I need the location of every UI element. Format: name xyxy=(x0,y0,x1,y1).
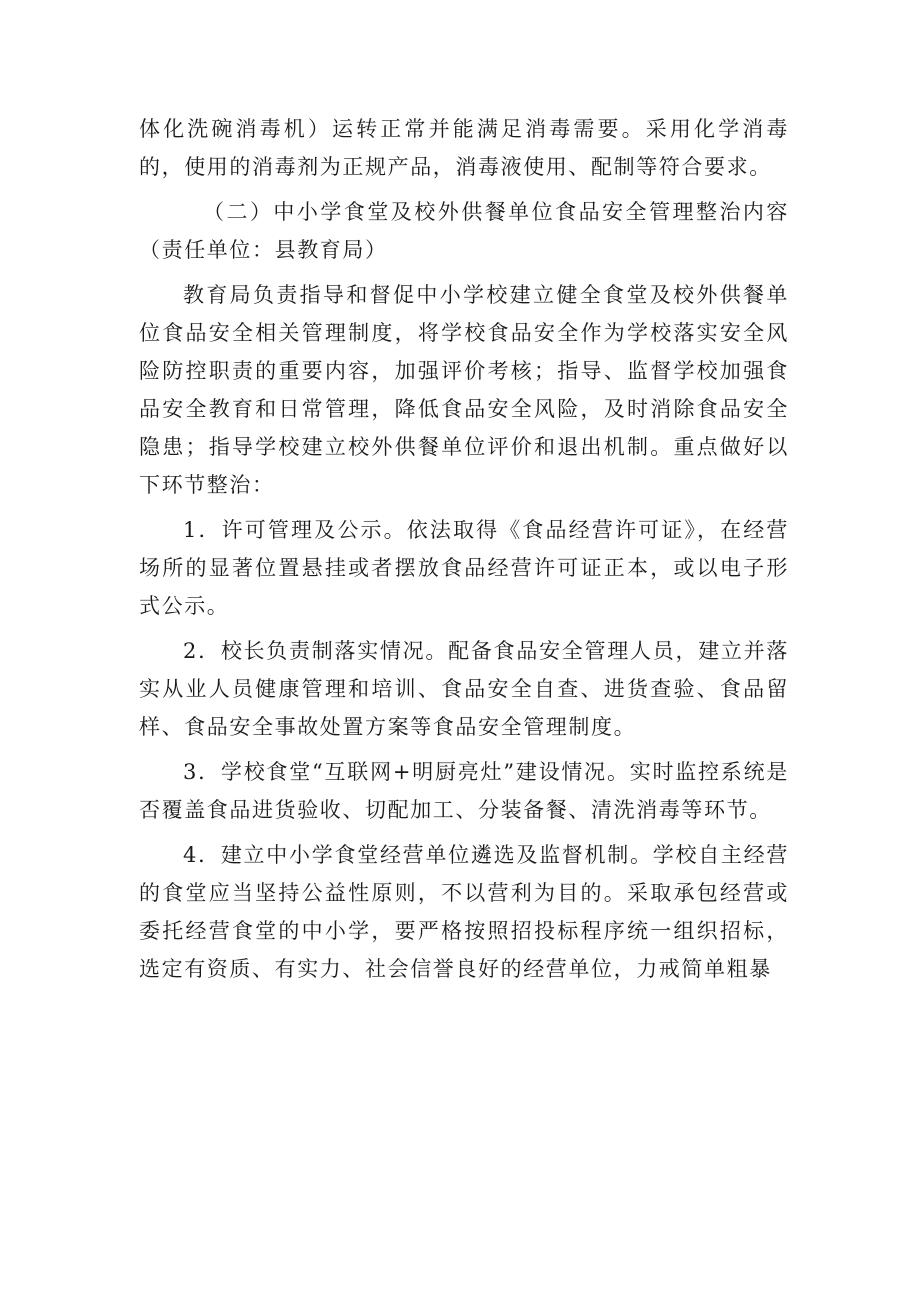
paragraph-continuation: 体化洗碗消毒机）运转正常并能满足消毒需要。采用化学消毒的，使用的消毒剂为正规产品，消毒液使用、配制等符合要求。 xyxy=(139,117,789,179)
section-heading: （二）中小学食堂及校外供餐单位食品安全管理整治内容（责任单位：县教育局） xyxy=(139,200,789,262)
list-item-1: 1．许可管理及公示。依法取得《食品经营许可证》，在经营场所的显著位置悬挂或者摆放食品经营许可证正本，或以电子形式公示。 xyxy=(139,518,789,618)
paragraph-intro: 教育局负责指导和督促中小学校建立健全食堂及校外供餐单位食品安全相关管理制度，将学校食品安全作为学校落实安全风险防控职责的重要内容，加强评价考核；指导、监督学校加强食品安全教育和日常管理，降低食品安全风险，及时消除食品安全隐患；指导学校建立校外供餐单位评价和退出机制。重点做好以下环节整治： xyxy=(139,283,789,497)
list-item-3: 3．学校食堂“互联网+明厨亮灶”建设情况。实时监控系统是否覆盖食品进货验收、切配加工、分装备餐、清洗消毒等环节。 xyxy=(139,760,789,822)
document-body xyxy=(139,110,789,988)
list-item-4: 4．建立中小学食堂经营单位遴选及监督机制。学校自主经营的食堂应当坚持公益性原则，不以营利为目的。采取承包经营或委托经营食堂的中小学，要严格按照招投标程序统一组织招标，选定有资质、有实力、社会信誉良好的经营单位，力戒简单粗暴 xyxy=(139,843,789,981)
list-item-2: 2．校长负责制落实情况。配备食品安全管理人员，建立并落实从业人员健康管理和培训、食品安全自查、进货查验、食品留样、食品安全事故处置方案等食品安全管理制度。 xyxy=(139,639,789,739)
